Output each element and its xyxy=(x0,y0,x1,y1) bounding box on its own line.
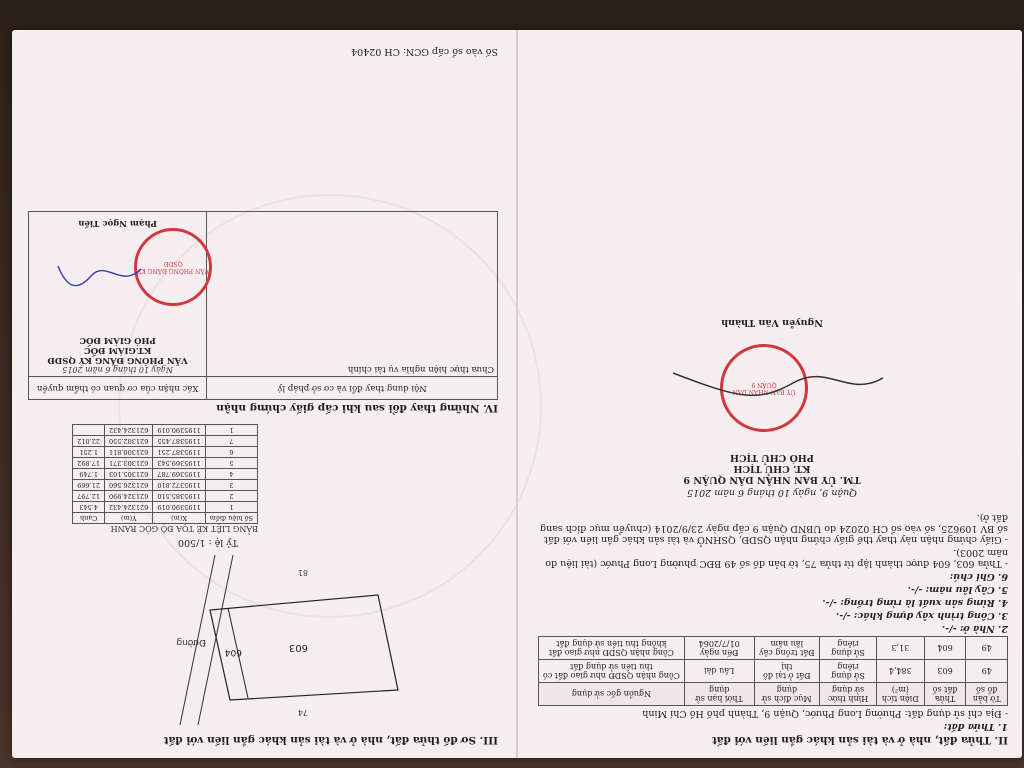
table-cell: 621324.990 xyxy=(105,491,153,502)
rotated-document-content xyxy=(12,30,1022,758)
table-cell: 1195387.455 xyxy=(153,436,205,447)
changes-table xyxy=(28,211,498,400)
note-item: - Thửa 603, 604 được thành lập từ thửa 75, tờ bản đồ số 49 BĐC phường Long Phước (tài liệu đo năm 2003). xyxy=(545,547,1008,569)
table-cell: Đất trồng cây lâu năm xyxy=(754,637,819,660)
office-name: VĂN PHÒNG ĐĂNG KÝ QSDĐ xyxy=(47,355,188,365)
parcel-map-drawing-icon xyxy=(28,552,498,730)
table-cell: Lâu dài xyxy=(684,660,754,683)
table-cell: 2 xyxy=(205,491,257,502)
table-cell: 621324.432 xyxy=(105,425,153,436)
table-cell: 6 xyxy=(205,447,257,458)
table-cell: 1.251 xyxy=(73,447,105,458)
table-row xyxy=(73,436,258,447)
coordinate-header-row xyxy=(73,513,258,524)
table-cell: 49 xyxy=(966,660,1008,683)
table-cell: 1195369.543 xyxy=(153,458,205,469)
table-cell: Cạnh xyxy=(73,513,105,524)
table-cell: 7 xyxy=(205,436,257,447)
seal-label: ỦY BAN NHÂN DÂN QUẬN 9 xyxy=(732,381,796,395)
table-cell: 4.543 xyxy=(73,502,105,513)
table-cell: 1195385.510 xyxy=(153,491,205,502)
table-cell: 384,4 xyxy=(876,660,924,683)
table-cell: 3 xyxy=(205,480,257,491)
table-cell: 621303.371 xyxy=(105,458,153,469)
table-cell: Sử dụng riêng xyxy=(820,637,877,660)
table-row xyxy=(73,425,258,436)
section-iv-title: IV. Những thay đổi sau khi cấp giấy chứng nhận xyxy=(216,402,498,414)
issue-date: Quận 9, ngày 10 tháng 6 năm 2015 xyxy=(686,487,858,498)
signer-name: Nguyễn Văn Thành xyxy=(721,317,823,328)
section-ii-page xyxy=(522,30,1022,758)
table-cell: 1195369.787 xyxy=(153,469,205,480)
table-cell: Xác nhận của cơ quan có thẩm quyền xyxy=(29,377,207,400)
land-address: - Địa chỉ sử dụng đất: Phường Long Phước, Quận 9, Thành phố Hồ Chí Minh xyxy=(642,708,1008,719)
table-row xyxy=(73,458,258,469)
table-cell: Nội dung thay đổi và cơ sở pháp lý xyxy=(207,377,498,400)
table-cell: 621324.432 xyxy=(105,502,153,513)
table-cell: 603 xyxy=(924,660,966,683)
land-heading: 1. Thửa đất: xyxy=(943,721,1008,732)
table-cell: 621302.550 xyxy=(105,436,153,447)
table-cell: 22.012 xyxy=(73,436,105,447)
table-cell: Sử dụng riêng xyxy=(820,660,877,683)
table-cell: 1195387.251 xyxy=(153,447,205,458)
office-signature-icon xyxy=(56,254,146,294)
table-cell: 1 xyxy=(205,425,257,436)
table-cell: 1195390.019 xyxy=(153,425,205,436)
table-cell: 49 xyxy=(966,637,1008,660)
table-cell: 621326.560 xyxy=(105,480,153,491)
land-table-header xyxy=(539,683,1008,706)
table-row xyxy=(73,502,258,513)
table-cell: 17.892 xyxy=(73,458,105,469)
table-row xyxy=(29,212,498,377)
table-cell: 1195372.810 xyxy=(153,480,205,491)
table-cell: 1.749 xyxy=(73,469,105,480)
table-row xyxy=(73,491,258,502)
col-form: Hình thức sử dụng xyxy=(820,683,877,706)
office-seal-label: VĂN PHÒNG ĐĂNG KÝ QSDĐ xyxy=(137,260,209,274)
table-cell: 1195390.019 xyxy=(153,502,205,513)
table-cell: 5 xyxy=(205,458,257,469)
table-row xyxy=(539,660,1008,683)
office-title: PHÓ GIÁM ĐỐC xyxy=(79,335,156,345)
table-cell: 621300.811 xyxy=(105,447,153,458)
map-neighbor-74: 74 xyxy=(297,708,308,717)
house-line: 2. Nhà ở: -/-. xyxy=(941,623,1008,634)
table-row xyxy=(73,469,258,480)
changes-content: Chưa thực hiện nghĩa vụ tài chính xyxy=(347,364,494,374)
signature-block xyxy=(536,268,1008,498)
office-date: Ngày 10 tháng 6 năm 2015 xyxy=(62,365,173,374)
table-cell: X(m) xyxy=(153,513,205,524)
center-fold xyxy=(516,30,518,758)
map-parcel-603: 603 xyxy=(288,642,308,653)
coordinate-table-title: BẢNG LIỆT KÊ TỌA ĐỘ GÓC RANH xyxy=(110,524,258,533)
table-cell: 604 xyxy=(924,637,966,660)
table-cell: 4 xyxy=(205,469,257,480)
trees-line: 5. Cây lâu năm: -/-. xyxy=(907,584,1008,595)
construction-line: 3. Công trình xây dựng khác: -/-. xyxy=(835,610,1008,621)
section-ii-title: II. Thửa đất, nhà ở và tài sản khác gắn liền với đất xyxy=(711,734,1008,746)
signature-scribble-icon xyxy=(668,358,888,408)
table-cell: 12.797 xyxy=(73,491,105,502)
table-row xyxy=(73,480,258,491)
note-item: - Giấy chứng nhận này thay thế giấy chứng nhận QSDĐ, QSHNỞ và tài sản khác gắn liền với đất số BV 109625, số vào sổ CH 02024 do UBND Quận 9 cấp ngày 23/9/2014 (chuyển mục đích sang đất ở). xyxy=(539,512,1008,545)
table-cell: 621305.103 xyxy=(105,469,153,480)
parcel-map xyxy=(26,552,498,730)
changes-content-cell xyxy=(207,212,498,377)
map-road-label: Đường xyxy=(176,637,206,647)
office-role: KT.GIÁM ĐỐC xyxy=(83,345,152,355)
table-cell: 21.669 xyxy=(73,480,105,491)
col-origin: Nguồn gốc sử dụng xyxy=(539,683,685,706)
issuing-authority: TM. ỦY BAN NHÂN DÂN QUẬN 9 xyxy=(683,474,861,485)
table-cell: Công nhận QSDĐ như giao đất có thu tiền sử dụng đất xyxy=(539,660,685,683)
col-purpose: Mục đích sử dụng xyxy=(754,683,819,706)
col-map-sheet: Tờ bản đồ số xyxy=(966,683,1008,706)
table-cell: Công nhận QSDĐ như giao đất không thu tiền sử dụng đất xyxy=(539,637,685,660)
section-iii-title: III. Sơ đồ thửa đất, nhà ở và tài sản khác gắn liền với đất xyxy=(163,734,498,746)
table-cell: Y(m) xyxy=(105,513,153,524)
col-term: Thời hạn sử dụng xyxy=(684,683,754,706)
col-area: Diện tích (m²) xyxy=(876,683,924,706)
section-iii-iv-page xyxy=(12,30,512,758)
table-cell: Số hiệu điểm xyxy=(205,513,257,524)
land-certificate-document xyxy=(12,30,1022,758)
land-parcel-table xyxy=(538,636,1008,706)
map-neighbor-81: 81 xyxy=(297,568,308,577)
changes-header-row xyxy=(29,377,498,400)
map-parcel-604: 604 xyxy=(224,647,242,657)
table-cell: 31,3 xyxy=(876,637,924,660)
notes-heading: 6. Ghi chú: xyxy=(949,571,1008,582)
table-cell: 1 xyxy=(205,502,257,513)
authority-title: PHÓ CHỦ TỊCH xyxy=(730,452,814,463)
table-row xyxy=(539,637,1008,660)
map-scale: Tỷ lệ : 1/500 xyxy=(177,537,238,548)
table-row xyxy=(73,447,258,458)
authority-role: KT. CHỦ TỊCH xyxy=(733,463,811,474)
table-cell xyxy=(73,425,105,436)
office-signer: Phạm Ngọc Tiến xyxy=(78,218,157,228)
col-parcel: Thửa đất số xyxy=(924,683,966,706)
table-cell: Đất ở tại đô thị xyxy=(754,660,819,683)
table-cell: Đến ngày 01/7/2064 xyxy=(684,637,754,660)
registry-number: Số vào sổ cấp GCN: CH 02404 xyxy=(351,46,498,57)
coordinate-table xyxy=(72,424,258,524)
office-confirmation-cell xyxy=(29,212,207,377)
forest-line: 4. Rừng sản xuất là rừng trồng: -/-. xyxy=(822,597,1008,608)
